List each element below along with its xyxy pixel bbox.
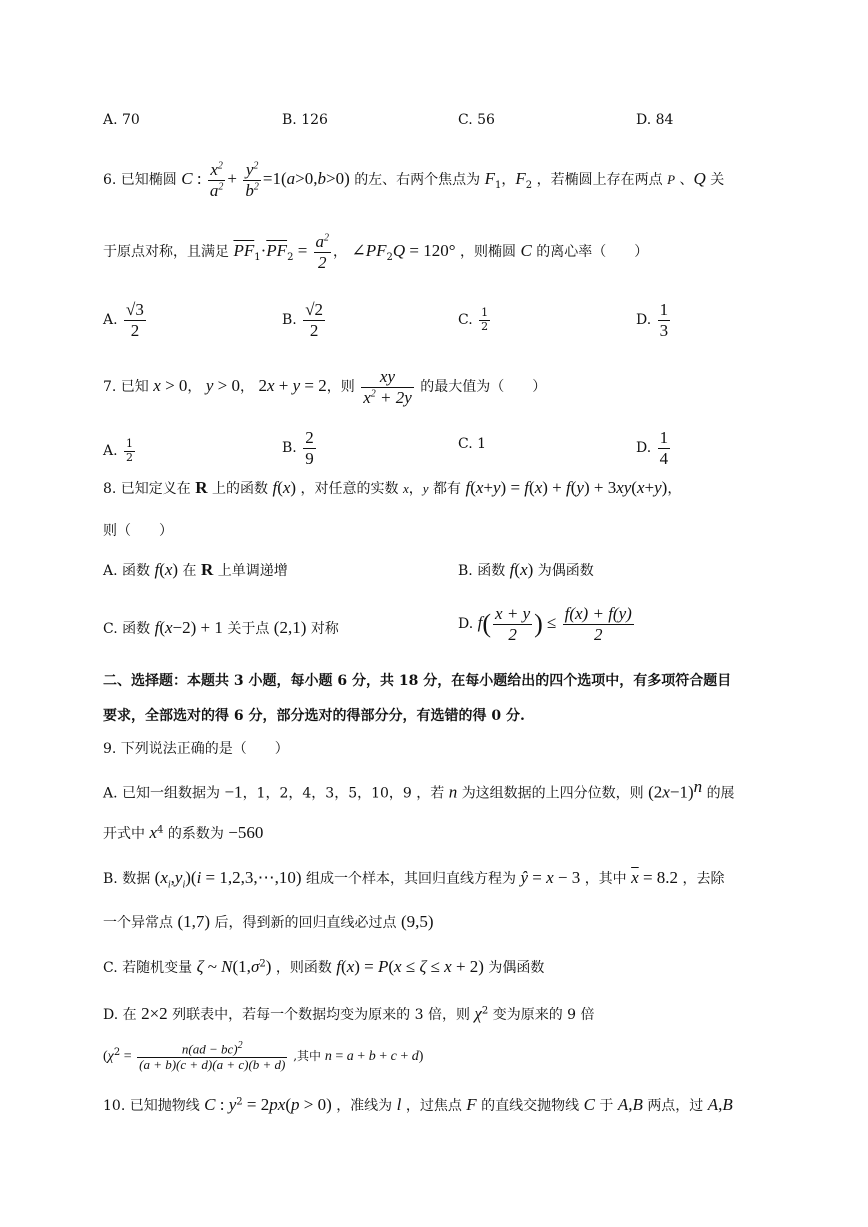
- q6-option-a: A. $\frac{√3}{2}$: [103, 300, 144, 340]
- q8-stem-line1: 8. 已知定义在 R 上的函数 f(x) ，对任意的实数 x，y 都有 f(x+y) = f(x) + f(y) + 3xy(x+y)，: [103, 478, 682, 497]
- q7-option-c: C. 1: [458, 436, 487, 452]
- q7-stem: 7. 已知 x > 0， y > 0， 2x + y = 2，则 $\frac{xy}{x^2 + 2y}$ 的最大值为（ ）: [103, 367, 547, 407]
- q5-option-b: B. 126: [282, 112, 328, 128]
- q6-stem-line2: 于原点对称，且满足 $\overline{PF}_1\cdot\overline{PF}_2$ = $\frac{a^2}{2}$ ， $\angle PF_2Q = 120^\circ$ ，则椭圆 C 的离心率（ ）: [103, 232, 649, 272]
- q6-stem-text3: ，若椭圆上存在两点: [536, 172, 663, 189]
- q7-option-a: A. $\frac{1}{2}$: [103, 437, 134, 464]
- q9-option-b-line1: B. 数据 $(x_i,y_i)(i$ = 1,2,3,⋯,10) 组成一个样本，其回归直线方程为 ŷ = x − 3 ，其中 $\overline{x} = 8.2$ ，去除: [103, 868, 725, 891]
- q9-option-a-line2: 开式中 $x^4$ 的系数为 −560: [103, 823, 264, 842]
- q7-option-d: D. $\frac{1}{4}$: [636, 428, 669, 468]
- q9-option-c: C. 若随机变量 ζ ~ $N(1,\sigma^2)$ ，则函数 f(x) = P(x ≤ ζ ≤ x + 2) 为偶函数: [103, 957, 545, 976]
- q5-option-c: C. 56: [458, 112, 495, 128]
- section2-heading-line1: 二、选择题：本题共 3 小题，每小题 6 分，共 18 分，在每小题给出的四个选项中，有多项符合题目: [103, 673, 732, 689]
- q9-stem: 9. 下列说法正确的是（ ）: [103, 741, 289, 757]
- q6-stem-text4: 关: [710, 172, 725, 189]
- q6-stem-text6: ，则椭圆: [460, 244, 517, 261]
- q6-option-c: C. $\frac{1}{2}$: [458, 306, 489, 333]
- q9-option-a-line1: A. 已知一组数据为 −1，1，2，4，3，5，10，9 ，若 n 为这组数据的上四分位数，则 $(2x-1)^n$ 的展: [103, 777, 735, 802]
- q6-stem-text1: 6. 已知椭圆: [103, 172, 177, 189]
- q8-option-c: C. 函数 f(x−2) + 1 关于点 (2,1) 对称: [103, 618, 339, 637]
- q8-option-d: D. f( $\frac{x + y}{2}$ ) ≤ $\frac{f(x) + f(y)}{2}$: [458, 604, 632, 644]
- q6-stem-line1: 6. 已知椭圆 C : $\frac{x^2}{a^2}$ + $\frac{y^2}{b^2}$ =1(a>0,b>0) 的左、右两个焦点为 $F_1$，$F_2$ ，若椭圆上存在两点 P 、Q 关: [103, 160, 725, 200]
- q5-option-d: D. 84: [636, 112, 674, 128]
- q6-option-d: D. $\frac{1}{3}$: [636, 300, 669, 340]
- section2-heading-line2: 要求，全部选对的得 6 分，部分选对的得部分分，有选错的得 0 分.: [103, 708, 525, 724]
- q8-stem-line2: 则（ ）: [103, 523, 173, 539]
- q8-option-a: A. 函数 f(x) 在 R 上单调递增: [103, 560, 288, 579]
- q6-stem-text7: 的离心率（ ）: [536, 244, 649, 261]
- q7-option-b: B. $\frac{2}{9}$: [282, 428, 314, 468]
- q9-option-d-line1: D. 在 2×2 列联表中，若每一个数据均变为原来的 3 倍，则 $\chi^2$ 变为原来的 9 倍: [103, 1004, 595, 1023]
- q10-stem: 10. 已知抛物线 C : $y^2 = 2px(p > 0)$ ，准线为 l ，过焦点 F 的直线交抛物线 C 于 A,B 两点，过 A,B: [103, 1095, 733, 1114]
- q9-option-d-formula: ($\chi^2$ = $\frac{n(ad - bc)^2}{(a + b)(c + d)(a + c)(b + d)}$ ,其中 n = a + b + c + d): [103, 1040, 424, 1073]
- q6-stem-text5: 于原点对称，且满足: [103, 244, 229, 261]
- q6-stem-text2: 的左、右两个焦点为: [354, 172, 481, 189]
- q8-option-b: B. 函数 f(x) 为偶函数: [458, 560, 594, 579]
- q5-option-a: A. 70: [103, 112, 140, 128]
- q6-option-b: B. $\frac{√2}{2}$: [282, 300, 324, 340]
- q9-option-b-line2: 一个异常点 (1,7) 后，得到新的回归直线必过点 (9,5): [103, 912, 434, 931]
